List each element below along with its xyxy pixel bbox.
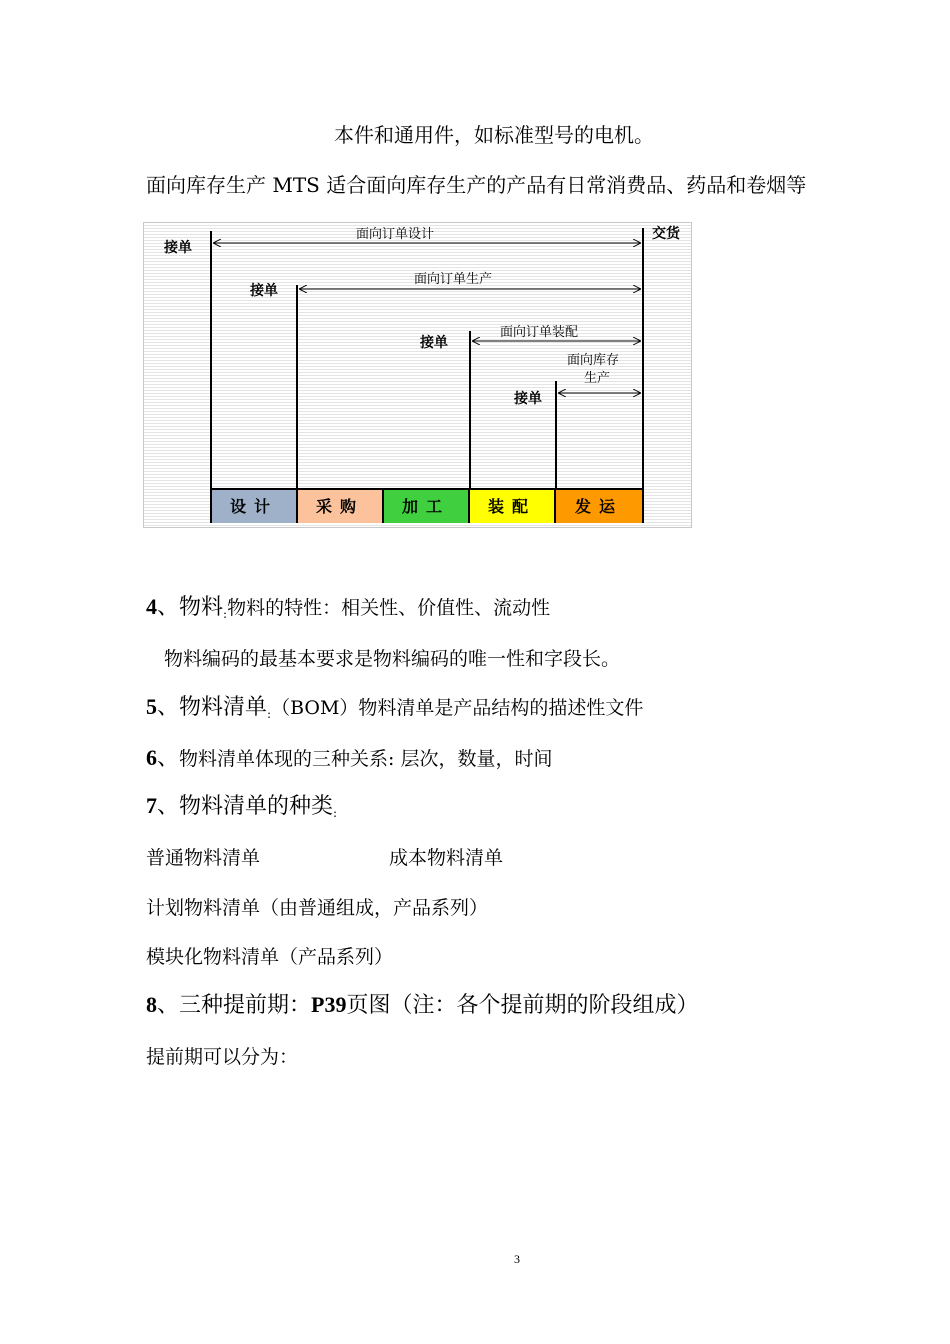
section-4-heading (146, 594, 550, 627)
section-4-sep: 、 (157, 595, 180, 620)
section-8-post: 页图（注：各个提前期的阶段组成） (346, 993, 699, 1018)
bom-type-cost: 成本物料清单 (389, 847, 504, 869)
delivery-label: 交货 (652, 226, 680, 242)
section-4-text: 物料的特性：相关性、价值性、流动性 (227, 597, 551, 619)
section-7-sep: 、 (157, 794, 180, 819)
section-6-text: 物料清单体现的三种关系: 层次，数量，时间 (179, 748, 553, 770)
section-6-sep: 、 (157, 746, 180, 771)
text-line-standard-parts: 本件和通用件，如标准型号的电机。 (334, 123, 654, 147)
section-6-heading (146, 745, 552, 772)
section-7-colon: : (333, 806, 338, 820)
design-order-label: 面向订单设计 (356, 227, 435, 242)
section-5-title: 物料清单 (179, 695, 268, 720)
stage-assemble: 装配 (470, 488, 556, 523)
section-7-title: 物料清单的种类 (179, 794, 334, 819)
section-5-number: 5 (146, 694, 157, 719)
production-mode-figure (143, 222, 692, 528)
bom-type-module: 模块化物料清单（产品系列） (146, 946, 394, 968)
section-6-number: 6 (146, 745, 157, 770)
lead-time-text: 提前期可以分为： (146, 1046, 299, 1068)
make-order-label: 面向订单生产 (414, 272, 493, 287)
section-7-number: 7 (146, 793, 157, 818)
section-8-pre: 三种提前期： (179, 993, 312, 1018)
section-8-heading (146, 992, 699, 1019)
section-4-subtext: 物料编码的最基本要求是物料编码的唯一性和字段长。 (164, 648, 621, 670)
stage-procure: 采购 (298, 488, 384, 523)
section-8-sep: 、 (157, 993, 180, 1018)
bom-type-normal: 普通物料清单 (146, 847, 261, 869)
page-number: 3 (514, 1252, 520, 1266)
stage-process: 加工 (384, 488, 470, 523)
section-5-colon: : (267, 707, 272, 721)
assemble-order-label: 面向订单装配 (500, 325, 579, 340)
stage-ship: 发运 (556, 488, 644, 523)
order-label-a: 接单 (164, 240, 192, 256)
section-4-title: 物料 (179, 595, 224, 620)
section-5-text: （BOM）物料清单是产品结构的描述性文件 (271, 697, 644, 719)
bom-type-plan: 计划物料清单（由普通组成，产品系列） (146, 897, 489, 919)
section-5-heading (146, 694, 643, 727)
text-line-mts: 面向库存生产 MTS 适合面向库存生产的产品有日常消费品、药品和卷烟等 (146, 173, 807, 197)
section-8-number: 8 (146, 992, 157, 1017)
order-label-d: 接单 (514, 391, 542, 407)
section-5-sep: 、 (157, 695, 180, 720)
stock-label-line1: 面向库存 (567, 353, 620, 368)
production-mode-diagram (144, 223, 693, 529)
section-8-page-ref: P39 (311, 992, 347, 1017)
section-7-heading (146, 793, 337, 826)
stock-label-line2: 生产 (584, 371, 611, 386)
order-label-c: 接单 (420, 335, 448, 351)
section-4-number: 4 (146, 594, 157, 619)
order-label-b: 接单 (250, 283, 278, 299)
section-4-colon: : (223, 607, 228, 621)
stage-design: 设计 (210, 488, 298, 523)
